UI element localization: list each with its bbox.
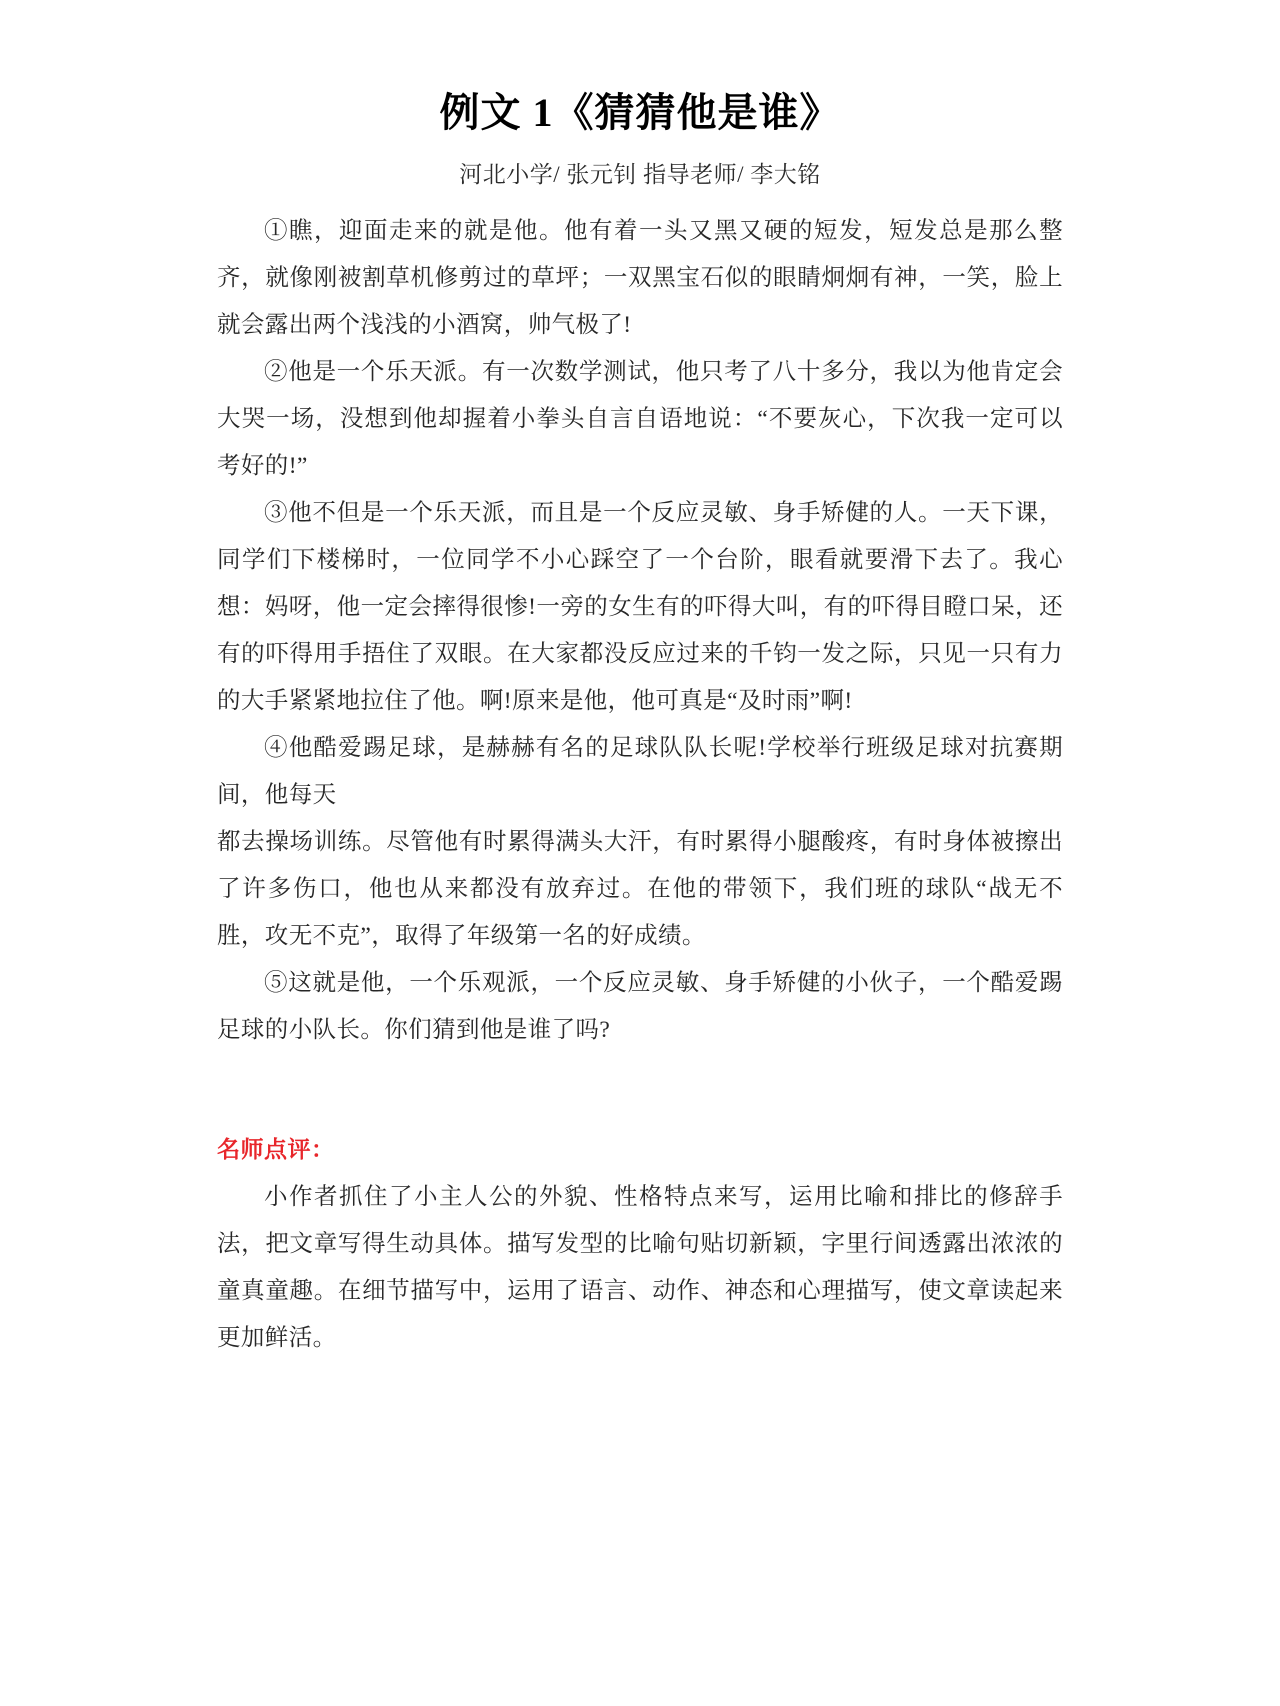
body-paragraph-5: ⑤这就是他，一个乐观派，一个反应灵敏、身手矫健的小伙子，一个酷爱踢足球的小队长。你们猜到他是谁了吗? (217, 969, 1063, 1043)
body-paragraph-2: ②他是一个乐天派。有一次数学测试，他只考了八十多分，我以为他肯定会大哭一场，没想到他却握着小拳头自言自语地说：“不要灰心，下次我一定可以考好的!” (217, 358, 1063, 479)
page-title: 例文 1《猜猜他是谁》 (439, 90, 841, 135)
body-paragraph-3: ③他不但是一个乐天派，而且是一个反应灵敏、身手矫健的人。一天下课，同学们下楼梯时，一位同学不小心踩空了一个台阶，眼看就要滑下去了。我心想：妈呀，他一定会摔得很惨!一旁的女生有的吓得大叫，有的吓得目瞪口呆，还有的吓得用手捂住了双眼。在大家都没反应过来的千钧一发之际，只见一只有力的大手紧紧地拉住了他。啊!原来是他，他可真是“及时雨”啊! (217, 499, 1063, 714)
document-content (217, 0, 1063, 1662)
byline: 河北小学/ 张元钊 指导老师/ 李大铭 (459, 162, 821, 187)
body-paragraph-4: ④他酷爱踢足球，是赫赫有名的足球队队长呢!学校举行班级足球对抗赛期间，他每天 (217, 734, 1063, 808)
commentary-body: 小作者抓住了小主人公的外貌、性格特点来写，运用比喻和排比的修辞手法，把文章写得生动具体。描写发型的比喻句贴切新颖，字里行间透露出浓浓的童真童趣。在细节描写中，运用了语言、动作、神态和心理描写，使文章读起来更加鲜活。 (217, 1183, 1063, 1351)
body-paragraph-4-continued: 都去操场训练。尽管他有时累得满头大汗，有时累得小腿酸疼，有时身体被擦出了许多伤口，他也从来都没有放弃过。在他的带领下，我们班的球队“战无不胜，攻无不克”，取得了年级第一名的好成绩。 (217, 828, 1063, 949)
section-spacer (217, 1054, 1063, 1128)
commentary-heading: 名师点评： (217, 1136, 335, 1162)
body-paragraph-1: ①瞧，迎面走来的就是他。他有着一头又黑又硬的短发，短发总是那么整齐，就像刚被割草机修剪过的草坪；一双黑宝石似的眼睛炯炯有神，一笑，脸上就会露出两个浅浅的小酒窝，帅气极了! (217, 217, 1063, 338)
page-bottom-margin (217, 1362, 1063, 1662)
